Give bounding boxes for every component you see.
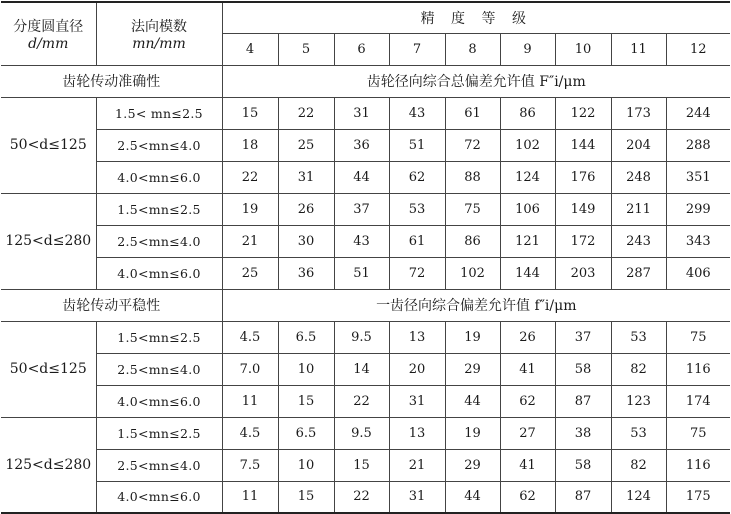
value-cell: 288 <box>666 129 730 161</box>
value-cell: 75 <box>666 321 730 353</box>
value-cell: 86 <box>500 97 555 129</box>
value-cell: 244 <box>666 97 730 129</box>
value-cell: 41 <box>500 353 555 385</box>
table-row <box>1 225 730 257</box>
value-cell: 31 <box>389 481 445 513</box>
value-cell: 44 <box>445 481 500 513</box>
value-cell: 61 <box>445 97 500 129</box>
section-quantity: 齿轮径向综合总偏差允许值 F″i/μm <box>222 65 730 97</box>
value-cell: 30 <box>278 225 334 257</box>
table-row <box>1 449 730 481</box>
value-cell: 121 <box>500 225 555 257</box>
value-cell: 72 <box>445 129 500 161</box>
value-cell: 87 <box>555 481 611 513</box>
value-cell: 44 <box>445 385 500 417</box>
value-cell: 173 <box>611 97 666 129</box>
value-cell: 38 <box>555 417 611 449</box>
table-row <box>1 97 730 129</box>
value-cell: 26 <box>500 321 555 353</box>
section-header-row <box>1 289 730 321</box>
diameter-header-name: 分度圆直径 <box>13 18 84 35</box>
value-cell: 29 <box>445 449 500 481</box>
value-cell: 6.5 <box>278 417 334 449</box>
value-cell: 11 <box>222 385 278 417</box>
value-cell: 21 <box>389 449 445 481</box>
value-cell: 13 <box>389 321 445 353</box>
value-cell: 51 <box>389 129 445 161</box>
table-row <box>1 481 730 513</box>
value-cell: 19 <box>222 193 278 225</box>
value-cell: 82 <box>611 449 666 481</box>
value-cell: 31 <box>334 97 389 129</box>
value-cell: 174 <box>666 385 730 417</box>
value-cell: 51 <box>334 257 389 289</box>
value-cell: 22 <box>278 97 334 129</box>
diameter-range-cell: 50<d≤125 <box>1 321 96 417</box>
module-range-cell: 2.5<mn≤4.0 <box>96 353 222 385</box>
grade-header-cell: 10 <box>555 33 611 65</box>
value-cell: 10 <box>278 449 334 481</box>
value-cell: 21 <box>222 225 278 257</box>
value-cell: 37 <box>555 321 611 353</box>
value-cell: 36 <box>334 129 389 161</box>
module-range-cell: 4.0<mn≤6.0 <box>96 161 222 193</box>
value-cell: 102 <box>445 257 500 289</box>
value-cell: 88 <box>445 161 500 193</box>
grade-header-cell: 7 <box>389 33 445 65</box>
section-category: 齿轮传动平稳性 <box>1 289 222 321</box>
grade-header-cell: 9 <box>500 33 555 65</box>
value-cell: 15 <box>334 449 389 481</box>
value-cell: 149 <box>555 193 611 225</box>
diameter-range-cell: 50<d≤125 <box>1 97 96 193</box>
value-cell: 53 <box>611 417 666 449</box>
module-range-cell: 2.5<mn≤4.0 <box>96 449 222 481</box>
value-cell: 29 <box>445 353 500 385</box>
value-cell: 13 <box>389 417 445 449</box>
value-cell: 124 <box>500 161 555 193</box>
diameter-header-unit: d/mm <box>28 35 69 52</box>
value-cell: 203 <box>555 257 611 289</box>
grade-header-cell: 11 <box>611 33 666 65</box>
value-cell: 4.5 <box>222 321 278 353</box>
value-cell: 343 <box>666 225 730 257</box>
value-cell: 36 <box>278 257 334 289</box>
value-cell: 4.5 <box>222 417 278 449</box>
value-cell: 62 <box>500 385 555 417</box>
value-cell: 116 <box>666 449 730 481</box>
grade-title: 精 度 等 级 <box>222 2 730 33</box>
value-cell: 7.5 <box>222 449 278 481</box>
value-cell: 106 <box>500 193 555 225</box>
value-cell: 7.0 <box>222 353 278 385</box>
value-cell: 243 <box>611 225 666 257</box>
value-cell: 15 <box>278 481 334 513</box>
section-quantity: 一齿径向综合偏差允许值 f″i/μm <box>222 289 730 321</box>
module-range-cell: 1.5<mn≤2.5 <box>96 321 222 353</box>
module-range-cell: 1.5< mn≤2.5 <box>96 97 222 129</box>
value-cell: 19 <box>445 417 500 449</box>
value-cell: 299 <box>666 193 730 225</box>
value-cell: 351 <box>666 161 730 193</box>
value-cell: 41 <box>500 449 555 481</box>
value-cell: 122 <box>555 97 611 129</box>
value-cell: 62 <box>500 481 555 513</box>
value-cell: 406 <box>666 257 730 289</box>
value-cell: 72 <box>389 257 445 289</box>
value-cell: 144 <box>500 257 555 289</box>
value-cell: 15 <box>222 97 278 129</box>
grade-header-cell: 12 <box>666 33 730 65</box>
value-cell: 75 <box>666 417 730 449</box>
value-cell: 116 <box>666 353 730 385</box>
value-cell: 176 <box>555 161 611 193</box>
module-header-unit: mn/mm <box>132 35 186 52</box>
grade-header-cell: 6 <box>334 33 389 65</box>
value-cell: 75 <box>445 193 500 225</box>
value-cell: 25 <box>278 129 334 161</box>
module-range-cell: 1.5<mn≤2.5 <box>96 193 222 225</box>
value-cell: 22 <box>334 385 389 417</box>
table-row <box>1 129 730 161</box>
diameter-column-header <box>1 2 96 65</box>
module-header-name: 法向模数 <box>131 18 187 35</box>
module-range-cell: 2.5<mn≤4.0 <box>96 129 222 161</box>
module-range-cell: 1.5<mn≤2.5 <box>96 417 222 449</box>
value-cell: 53 <box>611 321 666 353</box>
value-cell: 87 <box>555 385 611 417</box>
value-cell: 248 <box>611 161 666 193</box>
value-cell: 18 <box>222 129 278 161</box>
value-cell: 61 <box>389 225 445 257</box>
module-range-cell: 4.0<mn≤6.0 <box>96 481 222 513</box>
table-row <box>1 385 730 417</box>
value-cell: 20 <box>389 353 445 385</box>
section-category: 齿轮传动准确性 <box>1 65 222 97</box>
value-cell: 62 <box>389 161 445 193</box>
value-cell: 31 <box>278 161 334 193</box>
value-cell: 172 <box>555 225 611 257</box>
value-cell: 82 <box>611 353 666 385</box>
grade-header-cell: 8 <box>445 33 500 65</box>
value-cell: 144 <box>555 129 611 161</box>
section-header-row <box>1 65 730 97</box>
module-range-cell: 4.0<mn≤6.0 <box>96 257 222 289</box>
value-cell: 44 <box>334 161 389 193</box>
value-cell: 58 <box>555 449 611 481</box>
grade-header-cell: 5 <box>278 33 334 65</box>
value-cell: 22 <box>334 481 389 513</box>
value-cell: 9.5 <box>334 321 389 353</box>
value-cell: 27 <box>500 417 555 449</box>
value-cell: 9.5 <box>334 417 389 449</box>
table-row <box>1 193 730 225</box>
value-cell: 25 <box>222 257 278 289</box>
table-row <box>1 417 730 449</box>
value-cell: 211 <box>611 193 666 225</box>
value-cell: 15 <box>278 385 334 417</box>
value-cell: 6.5 <box>278 321 334 353</box>
value-cell: 204 <box>611 129 666 161</box>
gear-tolerance-table <box>1 1 730 514</box>
table-row <box>1 257 730 289</box>
value-cell: 43 <box>334 225 389 257</box>
module-column-header <box>96 2 222 65</box>
value-cell: 175 <box>666 481 730 513</box>
value-cell: 37 <box>334 193 389 225</box>
value-cell: 123 <box>611 385 666 417</box>
diameter-range-cell: 125<d≤280 <box>1 193 96 289</box>
value-cell: 11 <box>222 481 278 513</box>
value-cell: 102 <box>500 129 555 161</box>
module-range-cell: 2.5<mn≤4.0 <box>96 225 222 257</box>
value-cell: 43 <box>389 97 445 129</box>
table-row <box>1 353 730 385</box>
module-range-cell: 4.0<mn≤6.0 <box>96 385 222 417</box>
value-cell: 26 <box>278 193 334 225</box>
table-row <box>1 321 730 353</box>
value-cell: 58 <box>555 353 611 385</box>
value-cell: 53 <box>389 193 445 225</box>
value-cell: 10 <box>278 353 334 385</box>
value-cell: 19 <box>445 321 500 353</box>
value-cell: 31 <box>389 385 445 417</box>
table-row <box>1 161 730 193</box>
grade-header-cell: 4 <box>222 33 278 65</box>
value-cell: 86 <box>445 225 500 257</box>
diameter-range-cell: 125<d≤280 <box>1 417 96 513</box>
value-cell: 14 <box>334 353 389 385</box>
value-cell: 124 <box>611 481 666 513</box>
value-cell: 287 <box>611 257 666 289</box>
value-cell: 22 <box>222 161 278 193</box>
